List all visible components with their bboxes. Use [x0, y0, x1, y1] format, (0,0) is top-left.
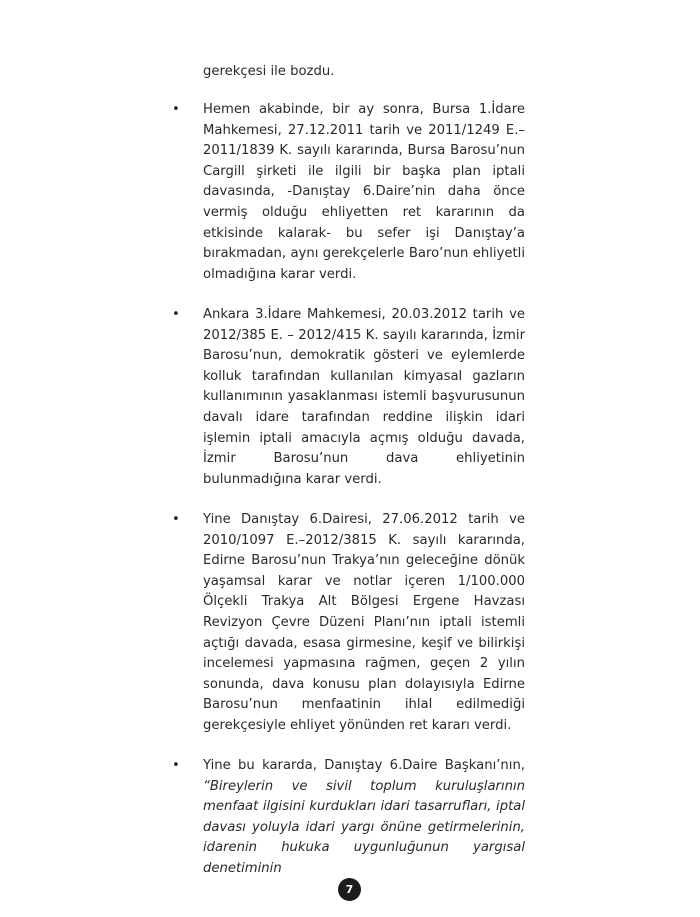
quoted-text: “Bireylerin ve sivil toplum kuruluşlarının menfaat ilgisini kurdukları idari tasarrufları, iptal davası yoluyla idari yargı önüne getirmelerinin, idarenin hukuka uygunluğunun yargısal denetiminin: [203, 778, 525, 876]
paragraph-text: Ankara 3.İdare Mahkemesi, 20.03.2012 tarih ve 2012/385 E. – 2012/415 K. sayılı kararında, İzmir Barosu’nun, demokratik gösteri ve eylemlerde kolluk tarafından kullanılan kimyasal gazların kullanımının yasaklanması istemli başvurusunun davalı idare tarafından reddine ilişkin idari işlemin iptali amacıyla açmış olduğu davada, İzmir Barosu’nun dava ehliyetinin bulunmadığına karar verdi.: [203, 307, 525, 487]
bullet-marker: •: [172, 102, 180, 117]
continuation-text: gerekçesi ile bozdu.: [203, 64, 335, 79]
paragraph-text: [203, 756, 525, 880]
paragraph-text: Hemen akabinde, bir ay sonra, Bursa 1.İdare Mahkemesi, 27.12.2011 tarih ve 2011/1249 E.–2011/1839 K. sayılı kararında, Bursa Barosu’nun Cargill şirketi ile ilgili bir başka plan iptali davasında, -Danıştay 6.Daire’nin daha önce vermiş olduğu ehliyetten ret kararının da etkisinde kalarak- bu sefer işi Danıştay’a bırakmadan, aynı gerekçelerle Baro’nun ehliyetli olmadığına karar verdi.: [203, 102, 525, 282]
bullet-marker: •: [172, 307, 180, 322]
paragraph-lead: Yine bu kararda, Danıştay 6.Daire Başkanı’nın,: [203, 758, 525, 773]
bullet-marker: •: [172, 512, 180, 527]
paragraph-text: Yine Danıştay 6.Dairesi, 27.06.2012 tarih ve 2010/1097 E.–2012/3815 K. sayılı kararında, Edirne Barosu’nun Trakya’nın geleceğine dönük yaşamsal karar ve notlar içeren 1/100.000 Ölçekli Trakya Alt Bölgesi Ergene Havzası Revizyon Çevre Düzeni Planı’nın iptali istemli açtığı davada, esasa girmesine, keşif ve bilirkişi incelemesi yapmasına rağmen, geçen 2 yılın sonunda, dava konusu plan dolayısıyla Edirne Barosu’nun menfaatinin ihlal edilmediği gerekçesiyle ehliyet yönünden ret kararı verdi.: [203, 512, 525, 733]
page-number-badge: 7: [338, 878, 361, 901]
bullet-marker: •: [172, 758, 180, 773]
